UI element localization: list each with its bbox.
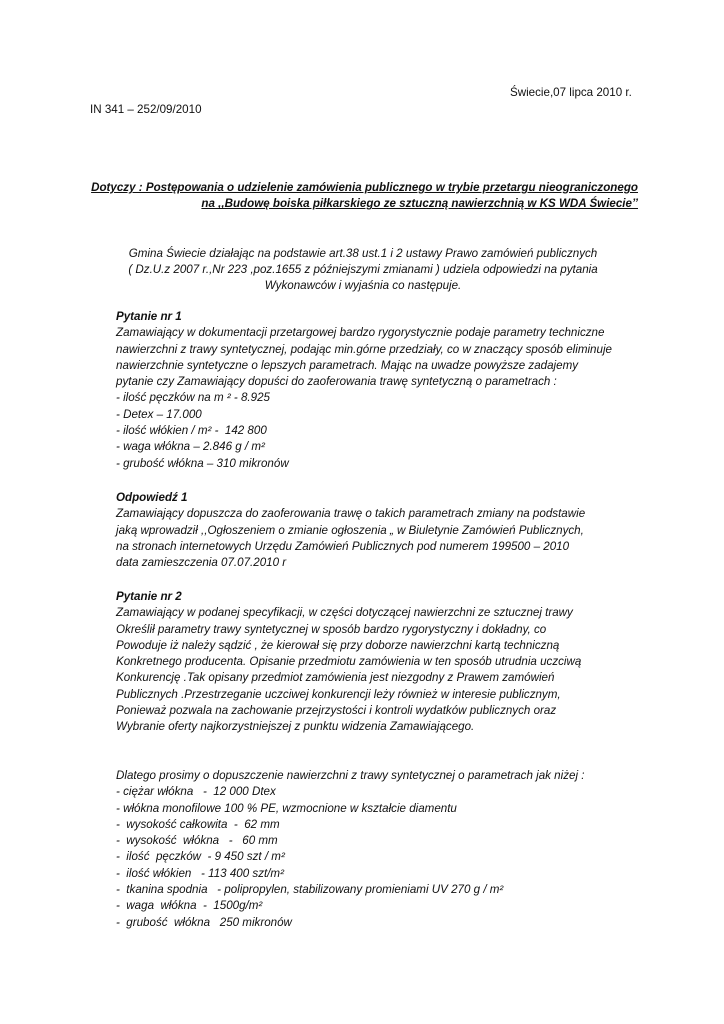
request-line: - tkanina spodnia - polipropylen, stabilizowany promieniami UV 270 g / m²: [116, 883, 504, 897]
question-1-line: pytanie czy Zamawiający dopuści do zaoferowania trawę syntetyczną o parametrach :: [116, 375, 557, 389]
question-2-line: Konkurencję .Tak opisany przedmiot zamówienia jest niezgodny z Prawem zamówień: [116, 671, 555, 685]
intro-paragraph: [88, 246, 638, 295]
question-1-line: nawierzchnie syntetyczne o lepszych parametrach. Mając na uwadze powyższe zadajemy: [116, 358, 579, 372]
question-2-line: Powoduje iż należy sądzić , że kierował się przy doborze nawierzchni kartą techniczną: [116, 638, 560, 652]
request-line: - ilość pęczków - 9 450 szt / m²: [116, 850, 285, 864]
request-line: - wysokość całkowita - 62 mm: [116, 817, 280, 831]
document-date: Świecie,07 lipca 2010 r.: [510, 86, 632, 99]
question-1-heading: Pytanie nr 1: [116, 310, 182, 323]
intro-line: Gmina Świecie działając na podstawie art.38 ust.1 i 2 ustawy Prawo zamówień publicznych: [128, 247, 598, 260]
request-line: - ilość włókien - 113 400 szt/m²: [116, 866, 284, 880]
question-1-line: - waga włókna – 2.846 g / m²: [116, 440, 265, 454]
question-2-section: [116, 589, 676, 736]
reference-number: IN 341 – 252/09/2010: [90, 103, 202, 116]
request-line: - waga włókna - 1500g/m²: [116, 899, 263, 913]
question-1-line: - ilość pęczków na m ² - 8.925: [116, 391, 270, 405]
question-2-line: Zamawiający w podanej specyfikacji, w części dotyczącej nawierzchni ze sztucznej trawy: [116, 606, 573, 620]
answer-1-line: data zamieszczenia 07.07.2010 r: [116, 556, 287, 570]
answer-1-line: Zamawiający dopuszcza do zaoferowania trawę o takich parametrach zmiany na podstawie: [116, 507, 586, 521]
intro-line: Wykonawców i wyjaśnia co następuje.: [264, 279, 462, 293]
answer-1-line: jaką wprowadził ,,Ogłoszeniem o zmianie ogłoszenia „ w Biuletynie Zamówień Publicznych,: [116, 523, 584, 537]
question-2-line: Określił parametry trawy syntetycznej w sposób bardzo rygorystyczny i dokładny, co: [116, 622, 547, 636]
question-1-section: [116, 309, 676, 472]
intro-line: ( Dz.U.z 2007 r.,Nr 223 ,poz.1655 z późniejszymi zmianami ) udziela odpowiedzi na pytania: [128, 263, 598, 277]
question-2-line: Publicznych .Przestrzeganie uczciwej konkurencji leży również w interesie publicznym,: [116, 687, 561, 701]
subject-heading: [88, 180, 638, 213]
answer-1-heading: Odpowiedź 1: [116, 491, 188, 504]
request-line: - włókna monofilowe 100 % PE, wzmocnione w kształcie diamentu: [116, 801, 457, 815]
subject-line: na ,,Budowę boiska piłkarskiego ze sztuczną nawierzchnią w KS WDA Świecie’’: [201, 197, 638, 211]
request-line: Dlatego prosimy o dopuszczenie nawierzchni z trawy syntetycznej o parametrach jak niżej :: [116, 769, 585, 782]
question-1-line: - grubość włókna – 310 mikronów: [116, 456, 289, 470]
subject-line: Dotyczy : Postępowania o udzielenie zamówienia publicznego w trybie przetargu nieograniczonego: [91, 181, 638, 194]
question-1-line: - Detex – 17.000: [116, 407, 202, 421]
question-1-line: - ilość włókien / m² - 142 800: [116, 424, 267, 438]
answer-1-section: [116, 490, 676, 571]
question-1-line: Zamawiający w dokumentacji przetargowej bardzo rygorystycznie podaje parametry techniczne: [116, 326, 605, 340]
request-line: - wysokość włókna - 60 mm: [116, 834, 278, 848]
question-2-heading: Pytanie nr 2: [116, 590, 182, 603]
question-2-line: Wybranie oferty najkorzystniejszej z punktu widzenia Zamawiającego.: [116, 720, 475, 734]
request-line: - grubość włókna 250 mikronów: [116, 915, 292, 929]
question-1-line: nawierzchni z trawy syntetycznej, podając min.górne przedziały, co w znaczący sposób eliminuje: [116, 342, 612, 356]
answer-1-line: na stronach internetowych Urzędu Zamówień Publicznych pod numerem 199500 – 2010: [116, 539, 570, 553]
request-line: - ciężar włókna - 12 000 Dtex: [116, 785, 276, 799]
question-2-line: Ponieważ pozwala na zachowanie przejrzystości i kontroli wydatków publicznych oraz: [116, 704, 557, 718]
request-section: [116, 768, 676, 931]
question-2-line: Konkretnego producenta. Opisanie przedmiotu zamówienia w ten sposób utrudnia uczciwą: [116, 655, 582, 669]
